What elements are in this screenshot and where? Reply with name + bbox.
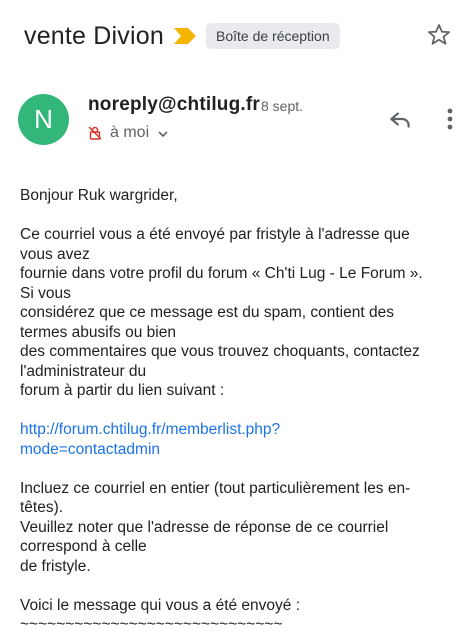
greeting: Bonjour Ruk wargrider, (20, 187, 178, 204)
contact-admin-link[interactable]: http://forum.chtilug.fr/memberlist.php? mode=contactadmin (20, 421, 281, 458)
email-body (20, 186, 456, 635)
chevron-down-icon (157, 127, 169, 139)
sender-email[interactable]: noreply@chtilug.fr (88, 94, 261, 115)
star-icon[interactable] (426, 22, 452, 48)
body-paragraph: Ce courriel vous a été envoyé par fristyle à l'adresse que vous avez fournie dans votre profil du forum « Ch'ti Lug - Le Forum ». Si vous considérez que ce message est du spam, contient des termes abusifs ou bien des commentaires que vous trouvez choquants, contactez l'administrateur du forum à partir du lien suivant : (20, 226, 423, 399)
importance-marker-icon[interactable] (174, 28, 196, 44)
recipient-label: à moi (110, 124, 150, 141)
sender-row (18, 92, 460, 152)
more-options-icon[interactable] (440, 104, 460, 134)
body-paragraph: Voici le message qui vous a été envoyé : (20, 596, 301, 614)
avatar[interactable]: N (18, 94, 69, 145)
recipient-details-toggle[interactable] (88, 124, 169, 142)
sent-date: 8 sept. (261, 98, 304, 114)
subject-row (24, 18, 460, 54)
body-paragraph: Incluez ce courriel en entier (tout particulièrement les en- têtes). Veuillez noter que l'adresse de réponse de ce courriel correspond à celle de fristyle. (20, 479, 411, 575)
reply-icon[interactable] (387, 106, 413, 132)
encryption-warning-icon (88, 126, 102, 140)
inbox-label-chip[interactable]: Boîte de réception (206, 23, 340, 49)
email-subject: vente Divion (24, 21, 164, 50)
message-separator: ~~~~~~~~~~~~~~~~~~~~~~~~~~~~~ (20, 616, 283, 633)
